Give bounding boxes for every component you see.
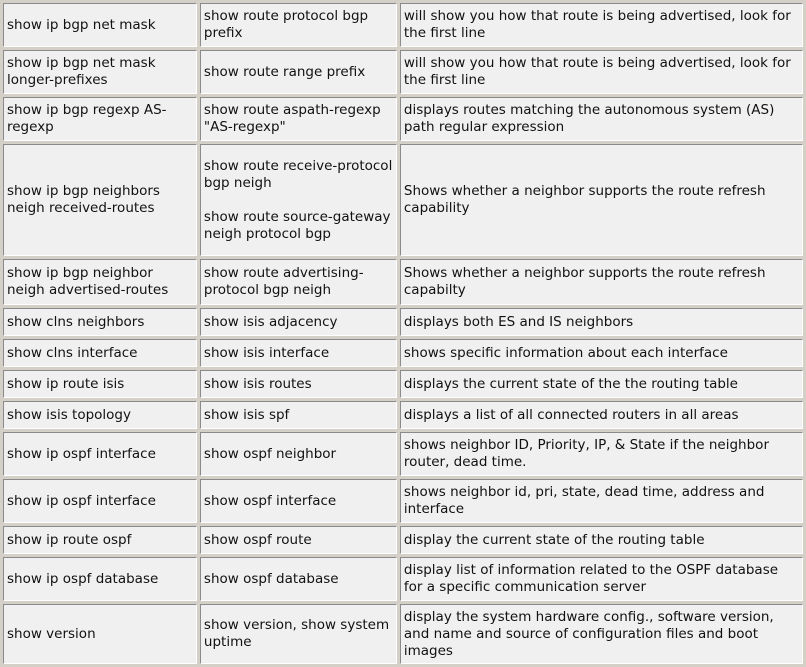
table-row: [3, 339, 803, 367]
table-row: [3, 50, 803, 94]
junos-command-text: show isis adjacency: [203, 313, 338, 330]
cisco-command-cell: show ip ospf database: [3, 557, 197, 601]
cisco-command-cell: show ip bgp neighbors neigh received-routes: [3, 144, 197, 256]
junos-command-cell: [200, 339, 397, 367]
description-cell: will show you how that route is being advertised, look for the first line: [400, 50, 803, 94]
cisco-command-cell: show ip bgp net mask: [3, 3, 197, 47]
junos-command-cell: [200, 526, 397, 554]
table-row: [3, 259, 803, 305]
table-row: [3, 308, 803, 336]
cisco-command-cell: show ip bgp regexp AS-regexp: [3, 97, 197, 141]
junos-command-text: show isis routes: [203, 375, 312, 392]
cisco-command-cell: show ip ospf interface: [3, 432, 197, 476]
description-cell: display the system hardware config., software version, and name and source of configuration files and boot images: [400, 604, 803, 664]
table-row: [3, 3, 803, 47]
line-gap: [204, 192, 393, 209]
junos-command-text: show isis spf: [203, 406, 290, 423]
description-cell: displays both ES and IS neighbors: [400, 308, 803, 336]
description-cell: display list of information related to the OSPF database for a specific communication server: [400, 557, 803, 601]
table-row: [3, 432, 803, 476]
junos-command-text: show ospf neighbor: [203, 445, 337, 462]
description-cell: displays a list of all connected routers in all areas: [400, 401, 803, 429]
junos-command-text: show route advertising-protocol bgp neigh: [203, 265, 364, 298]
junos-command-cell: [200, 259, 397, 305]
junos-command-text: show route protocol bgp prefix: [203, 8, 369, 41]
description-cell: displays routes matching the autonomous system (AS) path regular expression: [400, 97, 803, 141]
table-row: [3, 557, 803, 601]
table-row: [3, 401, 803, 429]
junos-command-text: show isis interface: [203, 344, 330, 361]
junos-command-text: show ospf database: [203, 570, 339, 587]
table-row: [3, 144, 803, 256]
junos-command-text: show route receive-protocol bgp neigh: [203, 157, 393, 191]
table-row: [3, 479, 803, 523]
junos-command-cell: [200, 144, 397, 256]
junos-command-text: show ospf interface: [203, 492, 337, 509]
junos-command-cell: [200, 401, 397, 429]
table-row: [3, 604, 803, 664]
junos-command-text: show route range prefix: [203, 63, 366, 80]
junos-command-cell: [200, 479, 397, 523]
table-row: [3, 97, 803, 141]
description-cell: shows neighbor ID, Priority, IP, & State if the neighbor router, dead time.: [400, 432, 803, 476]
cisco-command-cell: show ip bgp neighbor neigh advertised-routes: [3, 259, 197, 305]
cisco-command-cell: show clns neighbors: [3, 308, 197, 336]
junos-command-cell: [200, 3, 397, 47]
description-cell: Shows whether a neighbor supports the route refresh capabilty: [400, 259, 803, 305]
table-body: [3, 3, 803, 664]
table-row: [3, 526, 803, 554]
junos-command-text: show ospf route: [203, 531, 312, 548]
cisco-command-cell: show ip route isis: [3, 370, 197, 398]
junos-command-cell: [200, 50, 397, 94]
cisco-command-cell: show ip route ospf: [3, 526, 197, 554]
junos-command-text: show route source-gateway neigh protocol bgp: [203, 208, 391, 242]
junos-command-text: show version, show system uptime: [203, 617, 390, 650]
junos-command-text: show route aspath-regexp "AS-regexp": [203, 102, 381, 135]
cisco-command-cell: show version: [3, 604, 197, 664]
description-cell: Shows whether a neighbor supports the route refresh capability: [400, 144, 803, 256]
junos-command-cell: [200, 308, 397, 336]
junos-command-cell: [200, 370, 397, 398]
cisco-command-cell: show clns interface: [3, 339, 197, 367]
description-cell: will show you how that route is being advertised, look for the first line: [400, 3, 803, 47]
description-cell: shows neighbor id, pri, state, dead time, address and interface: [400, 479, 803, 523]
junos-command-cell: [200, 432, 397, 476]
description-cell: display the current state of the routing table: [400, 526, 803, 554]
junos-command-cell: [200, 97, 397, 141]
description-cell: displays the current state of the the routing table: [400, 370, 803, 398]
cisco-command-cell: show ip ospf interface: [3, 479, 197, 523]
table-row: [3, 370, 803, 398]
cisco-command-cell: show ip bgp net mask longer-prefixes: [3, 50, 197, 94]
cisco-command-cell: show isis topology: [3, 401, 197, 429]
junos-command-cell: [200, 604, 397, 664]
description-cell: shows specific information about each interface: [400, 339, 803, 367]
junos-command-cell: [200, 557, 397, 601]
